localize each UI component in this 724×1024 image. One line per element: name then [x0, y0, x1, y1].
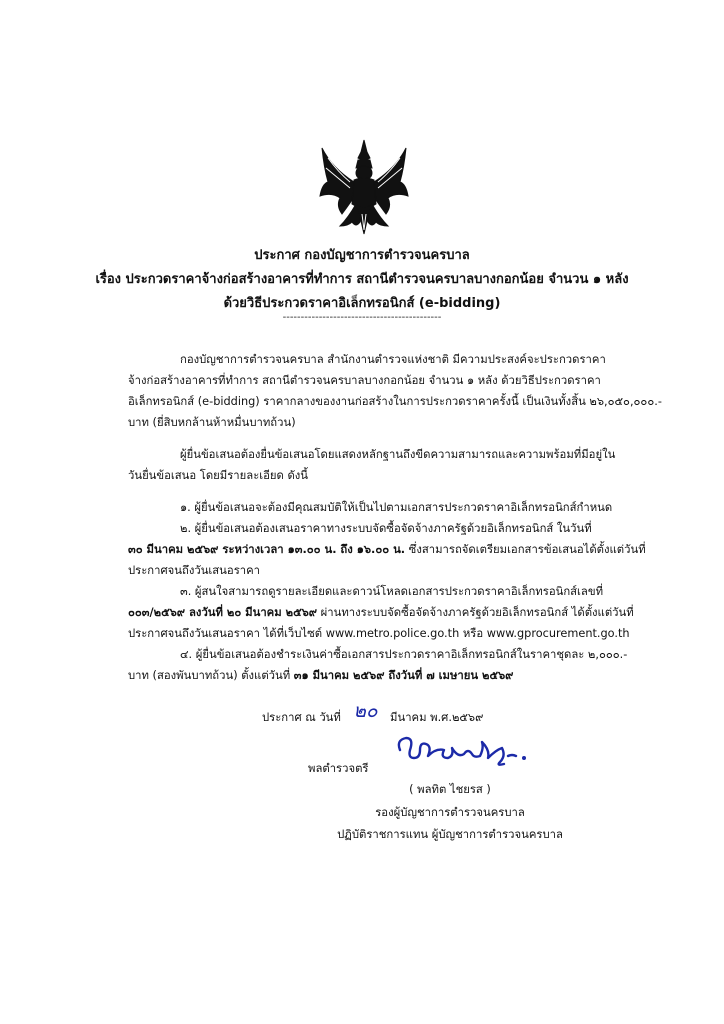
item-3-line3: ประกาศจนถึงวันเสนอราคา ได้ที่เว็บไซต์ www.metro.police.go.th หรือ www.gprocurement.go.th [128, 627, 630, 640]
garuda-emblem-icon [318, 138, 410, 236]
item-2-date-time: ๓๐ มีนาคม ๒๕๖๙ ระหว่างเวลา ๑๓.๐๐ น. ถึง ๑๖.๐๐ น. [128, 543, 406, 556]
item-3-doc-number: ๐๐๓/๒๕๖๙ ลงวันที่ ๒๐ มีนาคม ๒๕๖๙ [128, 606, 318, 619]
divider: -------------------------------------------- [282, 312, 442, 323]
subject-line-1: เรื่อง ประกวดราคาจ้างก่อสร้างอาคารที่ทำการ สถานีตำรวจนครบาลบางกอกน้อย จำนวน ๑ หลัง [95, 272, 629, 287]
item-4-line2 [128, 666, 513, 684]
paragraph2-line2: วันยื่นข้อเสนอ โดยมีรายละเอียด ดังนี้ [128, 469, 309, 482]
announce-prefix: ประกาศ ณ วันที่ [262, 711, 341, 724]
signature-image [392, 728, 542, 774]
announce-day-handwritten: ๒๐ [353, 700, 378, 722]
item-3-line2-rest: ผ่านทางระบบจัดซื้อจัดจ้างภาครัฐด้วยอิเล็กทรอนิกส์ ได้ตั้งแต่วันที่ [317, 606, 634, 619]
item-2-line2 [128, 540, 646, 558]
paragraph1-line4: บาท (ยี่สิบหกล้านห้าหมื่นบาทถ้วน) [128, 416, 296, 429]
signer-position: รองผู้บัญชาการตำรวจนครบาล [375, 806, 525, 819]
item-3-line2 [128, 603, 634, 621]
paragraph1-line3: อิเล็กทรอนิกส์ (e-bidding) ราคากลางของงานก่อสร้างในการประกวดราคาครั้งนี้ เป็นเงินทั้งสิ้น ๒๖,๐๕๐,๐๐๐.- [128, 395, 662, 408]
signer-acting-on-behalf: ปฏิบัติราชการแทน ผู้บัญชาการตำรวจนครบาล [337, 828, 563, 841]
item-1: ๑. ผู้ยื่นข้อเสนอจะต้องมีคุณสมบัติให้เป็นไปตามเอกสารประกวดราคาอิเล็กทรอนิกส์กำหนด [180, 501, 613, 514]
item-4-line2-prefix: บาท (สองพันบาทถ้วน) ตั้งแต่วันที่ [128, 669, 294, 682]
item-2-line2-rest: ซึ่งสามารถจัดเตรียมเอกสารข้อเสนอได้ตั้งแต่วันที่ [405, 543, 646, 556]
signer-name: ( พลทิต ไชยรส ) [409, 783, 491, 796]
item-3-line1: ๓. ผู้สนใจสามารถดูรายละเอียดและดาวน์โหลดเอกสารประกวดราคาอิเล็กทรอนิกส์เลขที่ [180, 585, 604, 598]
announce-date-line [262, 700, 483, 730]
paragraph2-line1: ผู้ยื่นข้อเสนอต้องยื่นข้อเสนอโดยแสดงหลักฐานถึงขีดความสามารถและความพร้อมที่มีอยู่ใน [180, 448, 616, 461]
announcement-title: ประกาศ กองบัญชาการตำรวจนครบาล [254, 248, 470, 263]
rank-label: พลตำรวจตรี [308, 762, 369, 775]
item-4-line1: ๔. ผู้ยื่นข้อเสนอต้องชำระเงินค่าซื้อเอกสารประกวดราคาอิเล็กทรอนิกส์ในราคาชุดละ ๒,๐๐๐.- [180, 648, 628, 661]
paragraph1-line2: จ้างก่อสร้างอาคารที่ทำการ สถานีตำรวจนครบาลบางกอกน้อย จำนวน ๑ หลัง ด้วยวิธีประกวดราคา [128, 374, 601, 387]
announce-suffix: มีนาคม พ.ศ.๒๕๖๙ [390, 711, 484, 724]
paragraph1-line1: กองบัญชาการตำรวจนครบาล สำนักงานตำรวจแห่งชาติ มีความประสงค์จะประกวดราคา [180, 353, 606, 366]
item-2-line3: ประกาศจนถึงวันเสนอราคา [128, 564, 260, 577]
item-4-date-range: ๓๑ มีนาคม ๒๕๖๙ ถึงวันที่ ๗ เมษายน ๒๕๖๙ [293, 669, 514, 682]
item-2-line1: ๒. ผู้ยื่นข้อเสนอต้องเสนอราคาทางระบบจัดซื้อจัดจ้างภาครัฐด้วยอิเล็กทรอนิกส์ ในวันที่ [180, 522, 592, 535]
subject-line-2: ด้วยวิธีประกวดราคาอิเล็กทรอนิกส์ (e-bidding) [223, 296, 501, 311]
